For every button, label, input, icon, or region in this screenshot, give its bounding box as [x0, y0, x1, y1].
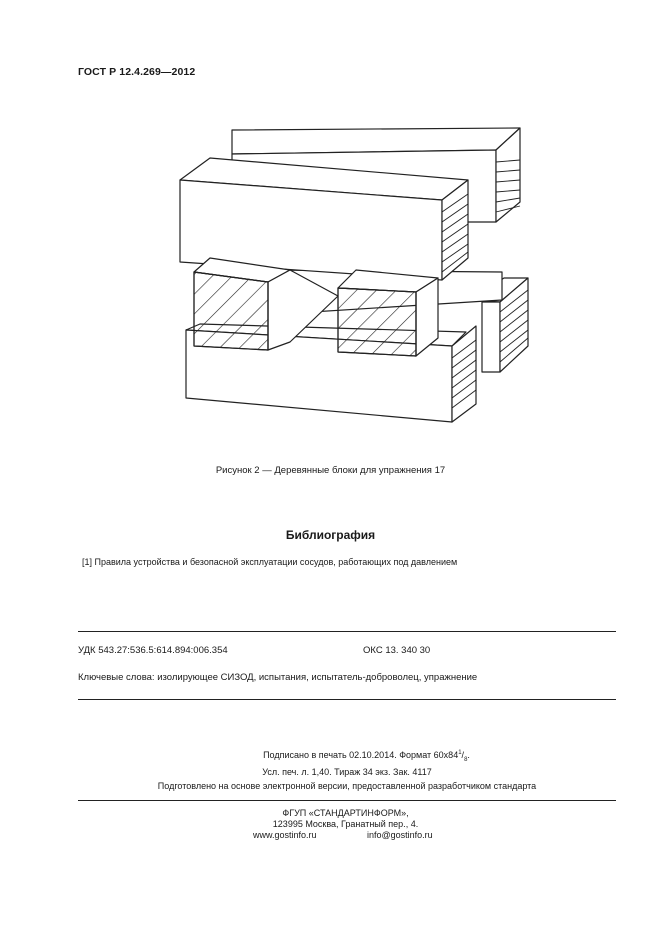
publisher-email-link[interactable]: info@gostinfo.ru	[367, 830, 433, 840]
publisher-name: ФГУП «СТАНДАРТИНФОРМ»,	[282, 808, 409, 818]
divider-middle	[78, 699, 616, 700]
bibliography-item: [1] Правила устройства и безопасной эксплуатации сосудов, работающих под давлением	[82, 557, 458, 567]
publisher-address: 123995 Москва, Гранатный пер., 4.	[272, 819, 419, 829]
format-numerator: 1	[458, 750, 462, 756]
imprint-signed: Подписано в печать 02.10.2014. Формат $60x84^1/_8$.	[263, 750, 470, 763]
signed-text: Подписано в печать 02.10.2014. Формат 60x84	[263, 750, 459, 760]
format-denominator: 8	[464, 756, 468, 763]
oks-code: ОКС 13. 340 30	[363, 645, 431, 656]
divider-top	[78, 631, 616, 632]
wooden-blocks-figure	[170, 120, 540, 430]
document-code: ГОСТ Р 12.4.269—2012	[78, 66, 196, 78]
divider-bottom	[78, 800, 616, 801]
keywords: Ключевые слова: изолирующее СИЗОД, испытания, испытатель-доброволец, упражнение	[78, 672, 478, 683]
signed-suffix: .	[467, 750, 470, 760]
udc-code: УДК 543.27:536.5:614.894:006.354	[78, 645, 228, 656]
imprint-sheets: Усл. печ. л. 1,40. Тираж 34 экз. Зак. 4117	[262, 767, 432, 777]
imprint-prepared: Подготовлено на основе электронной версии, предоставленной разработчиком стандарта	[157, 781, 537, 791]
figure-caption: Рисунок 2 — Деревянные блоки для упражнения 17	[215, 465, 446, 476]
right-cross-block	[338, 270, 438, 356]
bibliography-title: Библиография	[285, 528, 376, 542]
publisher-website-link[interactable]: www.gostinfo.ru	[253, 830, 317, 840]
